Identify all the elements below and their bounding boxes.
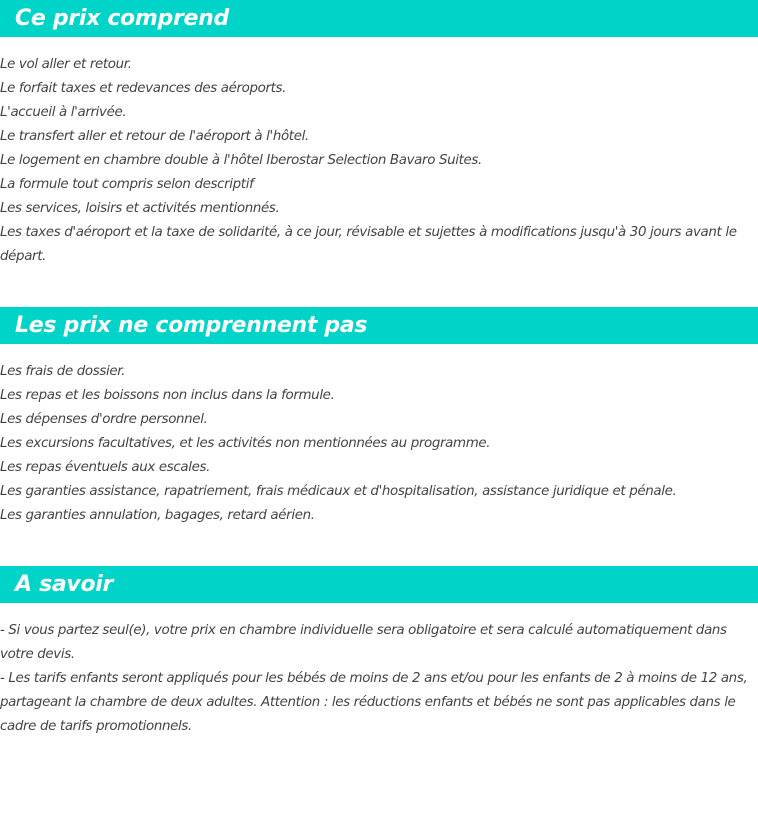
section-body bbox=[0, 603, 758, 739]
list-item: Les taxes d'aéroport et la taxe de solidarité, à ce jour, révisable et sujettes à modifications jusqu'à 30 jours avant le départ. bbox=[0, 225, 737, 264]
list-item: Le vol aller et retour. bbox=[0, 57, 132, 72]
price-excluded-section bbox=[0, 307, 758, 528]
section-header bbox=[0, 307, 758, 344]
list-item: Les repas éventuels aux escales. bbox=[0, 460, 211, 475]
section-body bbox=[0, 344, 758, 528]
section-title: Les prix ne comprennent pas bbox=[15, 313, 368, 338]
list-item: Les repas et les boissons non inclus dans la formule. bbox=[0, 388, 335, 403]
section-body bbox=[0, 37, 758, 269]
good-to-know-section bbox=[0, 566, 758, 739]
list-item: Le forfait taxes et redevances des aéroports. bbox=[0, 81, 287, 96]
section-title: A savoir bbox=[15, 572, 114, 597]
list-item: Les dépenses d'ordre personnel. bbox=[0, 412, 208, 427]
section-title: Ce prix comprend bbox=[15, 6, 229, 31]
list-item: - Les tarifs enfants seront appliqués pour les bébés de moins de 2 ans et/ou pour les enfants de 2 à moins de 12 ans, partageant la chambre de deux adultes. Attention : les réductions enfants et bébés ne sont pas applicables dans le cadre de tarifs promotionnels. bbox=[0, 671, 748, 734]
list-item: - Si vous partez seul(e), votre prix en chambre individuelle sera obligatoire et sera calculé automatiquement dans votre devis. bbox=[0, 623, 727, 662]
list-item: Le transfert aller et retour de l'aéroport à l'hôtel. bbox=[0, 129, 309, 144]
list-item: Les services, loisirs et activités mentionnés. bbox=[0, 201, 280, 216]
list-item: Les garanties assistance, rapatriement, frais médicaux et d'hospitalisation, assistance juridique et pénale. bbox=[0, 484, 677, 499]
section-header bbox=[0, 566, 758, 603]
list-item: Le logement en chambre double à l'hôtel Iberostar Selection Bavaro Suites. bbox=[0, 153, 482, 168]
price-included-section bbox=[0, 0, 758, 269]
list-item: L'accueil à l'arrivée. bbox=[0, 105, 127, 120]
section-header bbox=[0, 0, 758, 37]
list-item: Les excursions facultatives, et les activités non mentionnées au programme. bbox=[0, 436, 491, 451]
list-item: Les frais de dossier. bbox=[0, 364, 126, 379]
list-item: La formule tout compris selon descriptif bbox=[0, 177, 254, 192]
list-item: Les garanties annulation, bagages, retard aérien. bbox=[0, 508, 315, 523]
